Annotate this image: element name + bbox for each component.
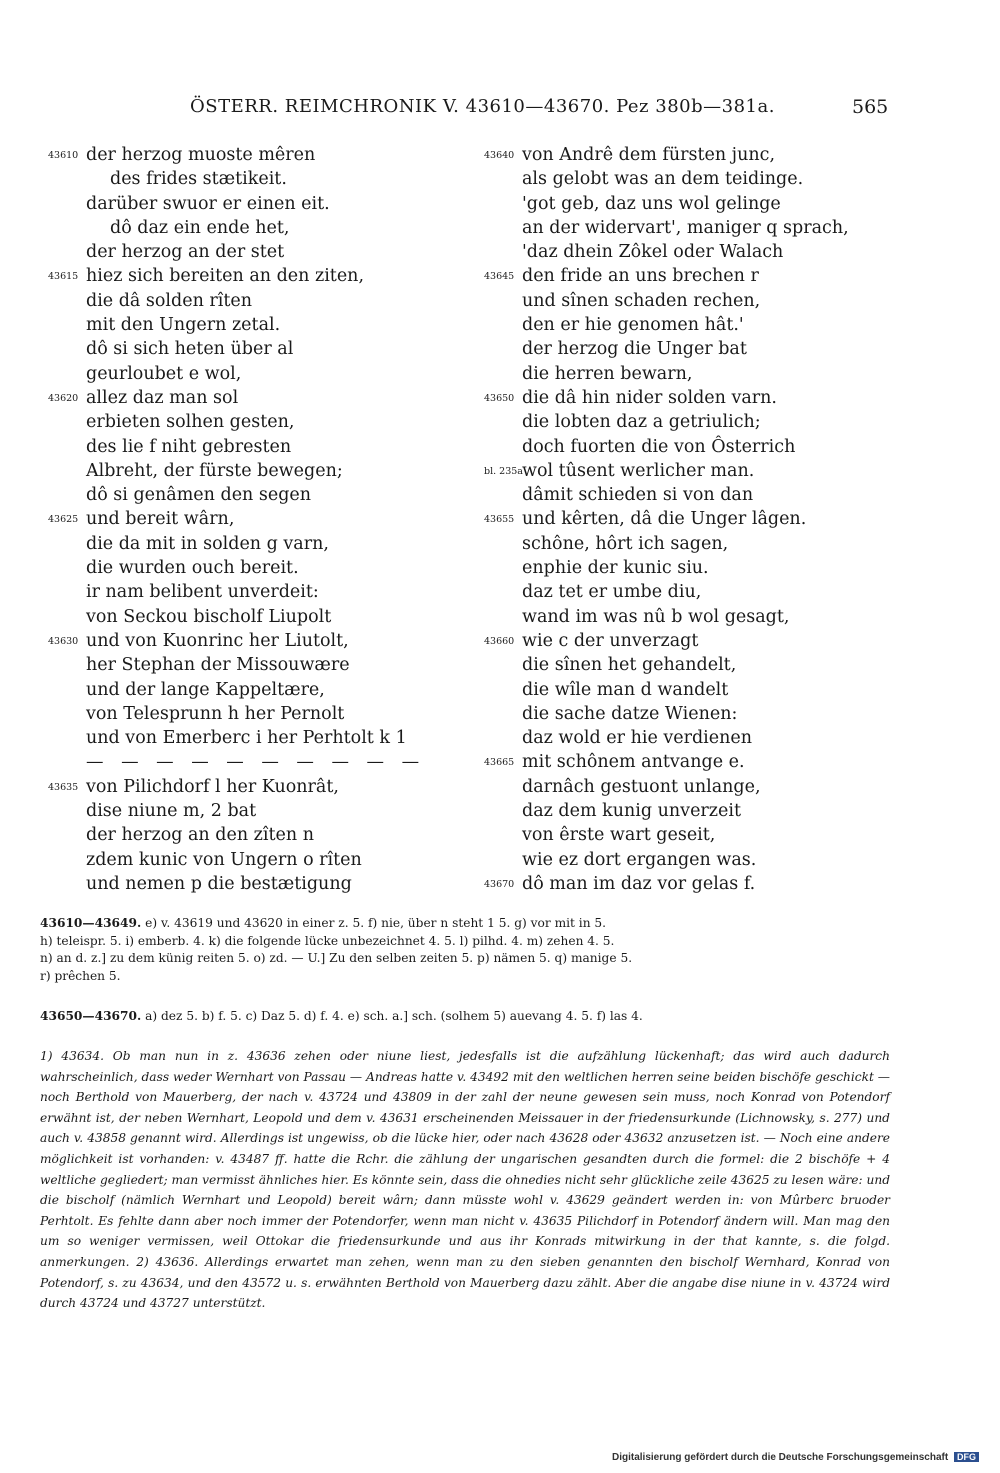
verse-line [484,580,904,604]
variant-row: h) teleispr. 5. i) emberb. 4. k) die folgende lücke unbezeichnet 4. 5. l) pilhd. 4. m) zehen 4. 5. [40,933,615,948]
verse-text: zdem kunic von Ungern o rîten [86,849,362,870]
verse-text: und von Kuonrinc her Liutolt, [86,630,349,651]
verse-line [48,435,468,459]
verse-line [484,823,904,847]
verse-line [48,507,468,531]
verse-line [48,726,468,750]
verse-line [484,313,904,337]
verse-text: — — — — — — — — — — [86,752,426,773]
verse-text: und der lange Kappeltære, [86,679,325,700]
verse-line [484,435,904,459]
verse-text: von Seckou bischolf Liupolt [86,606,332,627]
verse-text: erbieten solhen gesten, [86,412,295,433]
line-number: 43610 [48,150,79,161]
verse-line [48,702,468,726]
verse-text: dô si genâmen den segen [86,485,312,506]
verse-text: die da mit in solden g varn, [86,533,329,554]
variant-label: 43610—43649. [40,916,142,930]
verse-text: wol tûsent werlicher man. [522,460,755,481]
verse-line [48,240,468,264]
verse-text: des frides stætikeit. [110,169,287,190]
verse-line [484,872,904,896]
verse-text: geurloubet e wol, [86,363,242,384]
verse-line [48,605,468,629]
line-number: 43635 [48,781,79,793]
verse-line [484,192,904,216]
verse-line [48,848,468,872]
verse-text: enphie der kunic siu. [522,558,709,579]
line-number: 43670 [484,878,515,890]
verse-column-right [484,143,904,896]
line-number: 43655 [484,514,515,526]
verse-text: darnâch gestuont unlange, [522,776,761,797]
verse-text: und bereit wârn, [86,509,235,530]
verse-line [48,872,468,896]
verse-text: den fride an uns brechen r [522,266,759,287]
line-number: bl. 235a [484,465,523,477]
verse-line [48,799,468,823]
verse-line [484,702,904,726]
verse-text: die sînen het gehandelt, [522,655,737,676]
footer-text: Digitalisierung gefördert durch die Deutsche Forschungsgemeinschaft [612,1452,949,1463]
verse-text: von Pilichdorf l her Kuonrât, [86,776,339,797]
line-number: 43615 [48,271,79,283]
verse-line [48,459,468,483]
verse-line [484,410,904,434]
verse-text: dô si sich heten über al [86,339,294,360]
verse-text: die sache datze Wienen: [522,703,738,724]
verse-text: daz dem kunig unverzeit [522,801,741,822]
verse-line [48,143,468,167]
variant-row: e) v. 43619 und 43620 in einer z. 5. f) nie, über n steht 1 5. g) vor mit in 5. [145,916,607,930]
verse-text: die wurden ouch bereit. [86,558,299,579]
verse-line [484,167,904,191]
verse-text: von Telesprunn h her Pernolt [86,703,345,724]
verse-line [484,386,904,410]
line-number: 43640 [484,150,515,161]
verse-text: und sînen schaden rechen, [522,290,761,311]
verse-text: her Stephan der Missouwære [86,655,350,676]
verse-text: hiez sich bereiten an den ziten, [86,266,365,287]
verse-line [484,289,904,313]
verse-text: Albreht, der fürste bewegen; [86,460,343,481]
verse-line [48,556,468,580]
verse-line [484,264,904,288]
digitization-footer [612,1452,979,1463]
verse-text: des lie f niht gebresten [86,436,292,457]
variant-row: n) an d. z.] zu dem künig reiten 5. o) zd. — U.] Zu den selben zeiten 5. p) nämen 5. q) manige 5. [40,951,633,965]
verse-line [484,726,904,750]
variant-notes-2 [40,1008,890,1026]
variant-notes-1 [40,915,890,985]
verse-line [484,629,904,653]
verse-text: die wîle man d wandelt [522,679,729,700]
verse-line [484,556,904,580]
verse-line [484,362,904,386]
variant-label: 43650—43670. [40,1009,142,1023]
running-title: ÖSTERR. REIMCHRONIK V. 43610—43670. Pez 380b—381a. [190,96,775,117]
verse-line [48,823,468,847]
verse-text: die herren bewarn, [522,363,693,384]
verse-line [484,848,904,872]
page-number: 565 [852,96,889,118]
verse-text: an der widervart', maniger q sprach, [522,217,849,238]
verse-line [484,337,904,361]
verse-text: dô daz ein ende het, [110,217,290,238]
verse-text: mit schônem antvange e. [522,752,745,773]
verse-text: der herzog muoste mêren [86,145,316,165]
verse-text: die lobten daz a getriulich; [522,412,761,433]
verse-text: darüber swuor er einen eit. [86,193,330,214]
verse-text: der herzog die Unger bat [522,339,747,360]
verse-line [48,410,468,434]
verse-text: als gelobt was an dem teidinge. [522,169,804,190]
variant-row: a) dez 5. b) f. 5. c) Daz 5. d) f. 4. e) sch. a.] sch. (solhem 5) auevang 4. 5. f) las 4. [145,1009,643,1023]
dfg-logo: DFG [954,1452,979,1462]
verse-text: doch fuorten die von Ôsterrich [522,436,796,457]
verse-line [48,775,468,799]
verse-line [48,264,468,288]
line-number: 43650 [484,392,515,404]
verse-line [48,167,468,191]
verse-text: daz tet er umbe diu, [522,582,702,603]
verse-text: dise niune m, 2 bat [86,801,257,822]
verse-text: dâmit schieden si von dan [522,485,754,506]
verse-line [48,362,468,386]
verse-text: ir nam belibent unverdeit: [86,582,319,603]
verse-text: schône, hôrt ich sagen, [522,533,729,554]
verse-line [48,386,468,410]
verse-text: der herzog an den zîten n [86,825,314,846]
verse-line [484,775,904,799]
verse-text: mit den Ungern zetal. [86,315,281,336]
verse-line [48,532,468,556]
verse-line [484,216,904,240]
verse-line [48,580,468,604]
verse-text: und nemen p die bestætigung [86,873,352,894]
verse-line [48,483,468,507]
verse-line [48,313,468,337]
line-number: 43665 [484,757,515,769]
verse-text: dô man im daz vor gelas f. [522,873,756,894]
verse-line [484,799,904,823]
verse-line [48,216,468,240]
verse-line [484,483,904,507]
verse-line [484,143,904,167]
verse-text: von êrste wart geseit, [522,825,716,846]
verse-line [484,240,904,264]
verse-text: den er hie genomen hât.' [522,315,744,336]
verse-line [484,459,904,483]
verse-line [484,532,904,556]
verse-text: von Andrê dem fürsten junc, [522,145,776,165]
verse-line [48,629,468,653]
verse-text: und von Emerberc i her Perhtolt k 1 [86,728,407,749]
footnotes: 1) 43634. Ob man nun in z. 43636 zehen oder niune liest, jedesfalls ist die aufzählung lückenhaft; das wird auch dadurch wahrscheinlich, dass weder Wernhart von Passau — Andreas hatte v. 43492 mit den weltlichen herren seine beiden bischöfe geschickt — noch Berthold von Mauerberg, der nach v. 43724 und 43809 in der zahl der neune gewesen sein muss, noch Konrad von Potendorf erwähnt ist, der neben Wernhart, Leopold und dem v. 43631 erscheinenden Meissauer in der friedensurkunde (Lichnowsky, s. 277) und auch v. 43858 genannt wird. Allerdings ist ungewiss, ob die lücke hier, oder nach 43628 oder 43632 anzusetzen ist. — Noch eine andere möglichkeit ist vorhanden: v. 43487 ff. hatte die Rchr. die zählung der ungarischen gesandten durch die formel: die 2 bischöfe + 4 weltliche gegliedert; man vermisst ähnliches hier. Es könnte sein, dass die ohnedies nicht sehr glückliche zeile 43625 zu lesen wäre: und die bischolf (nämlich Wernhart und Leopold) bereit wârn; dann müsste wohl v. 43629 geändert werden in: von Mûrberc bruoder Perhtolt. Es fehlte dann aber noch immer der Potendorfer, wenn man nicht v. 43635 Pilichdorf in Potendorf ändern will. Man mag den um so weniger vermissen, weil Ottokar die friedensurkunde und aus ihr Konrads mitwirkung in der that kannte, s. die folgd. anmerkungen. 2) 43636. Allerdings erwartet man zehen, wenn man zu den sieben genannten den bischolf Wernhard, Konrad von Potendorf, s. zu 43634, und den 43572 u. s. erwähnten Berthold von Mauerberg dazu zählt. Aber die angabe dise niune in v. 43724 wird durch 43724 und 43727 unterstützt. [40,1049,890,1311]
verse-column-left [48,143,468,896]
verse-line [48,337,468,361]
line-number: 43625 [48,514,79,526]
verse-text: daz wold er hie verdienen [522,728,753,749]
verse-text: wie ez dort ergangen was. [522,849,757,870]
line-number: 43620 [48,392,79,404]
verse-text: die dâ hin nider solden varn. [522,387,777,408]
verse-text: und kêrten, dâ die Unger lâgen. [522,509,807,530]
verse-line [48,750,468,774]
verse-text: 'daz dhein Zôkel oder Walach [522,242,784,263]
verse-line [484,653,904,677]
verse-line [484,605,904,629]
verse-line [484,678,904,702]
verse-line [484,507,904,531]
variant-row: r) prêchen 5. [40,968,121,983]
line-number: 43660 [484,635,515,647]
verse-text: die dâ solden rîten [86,290,253,311]
line-number: 43630 [48,635,79,647]
line-number: 43645 [484,271,515,283]
verse-line [48,289,468,313]
verse-text: wie c der unverzagt [522,630,699,651]
verse-line [48,192,468,216]
verse-text: 'got geb, daz uns wol gelinge [522,193,781,214]
verse-line [48,678,468,702]
verse-line [484,750,904,774]
verse-text: wand im was nû b wol gesagt, [522,606,790,627]
verse-text: der herzog an der stet [86,242,285,263]
page-header [0,96,1000,122]
verse-line [48,653,468,677]
verse-text: allez daz man sol [86,387,239,408]
